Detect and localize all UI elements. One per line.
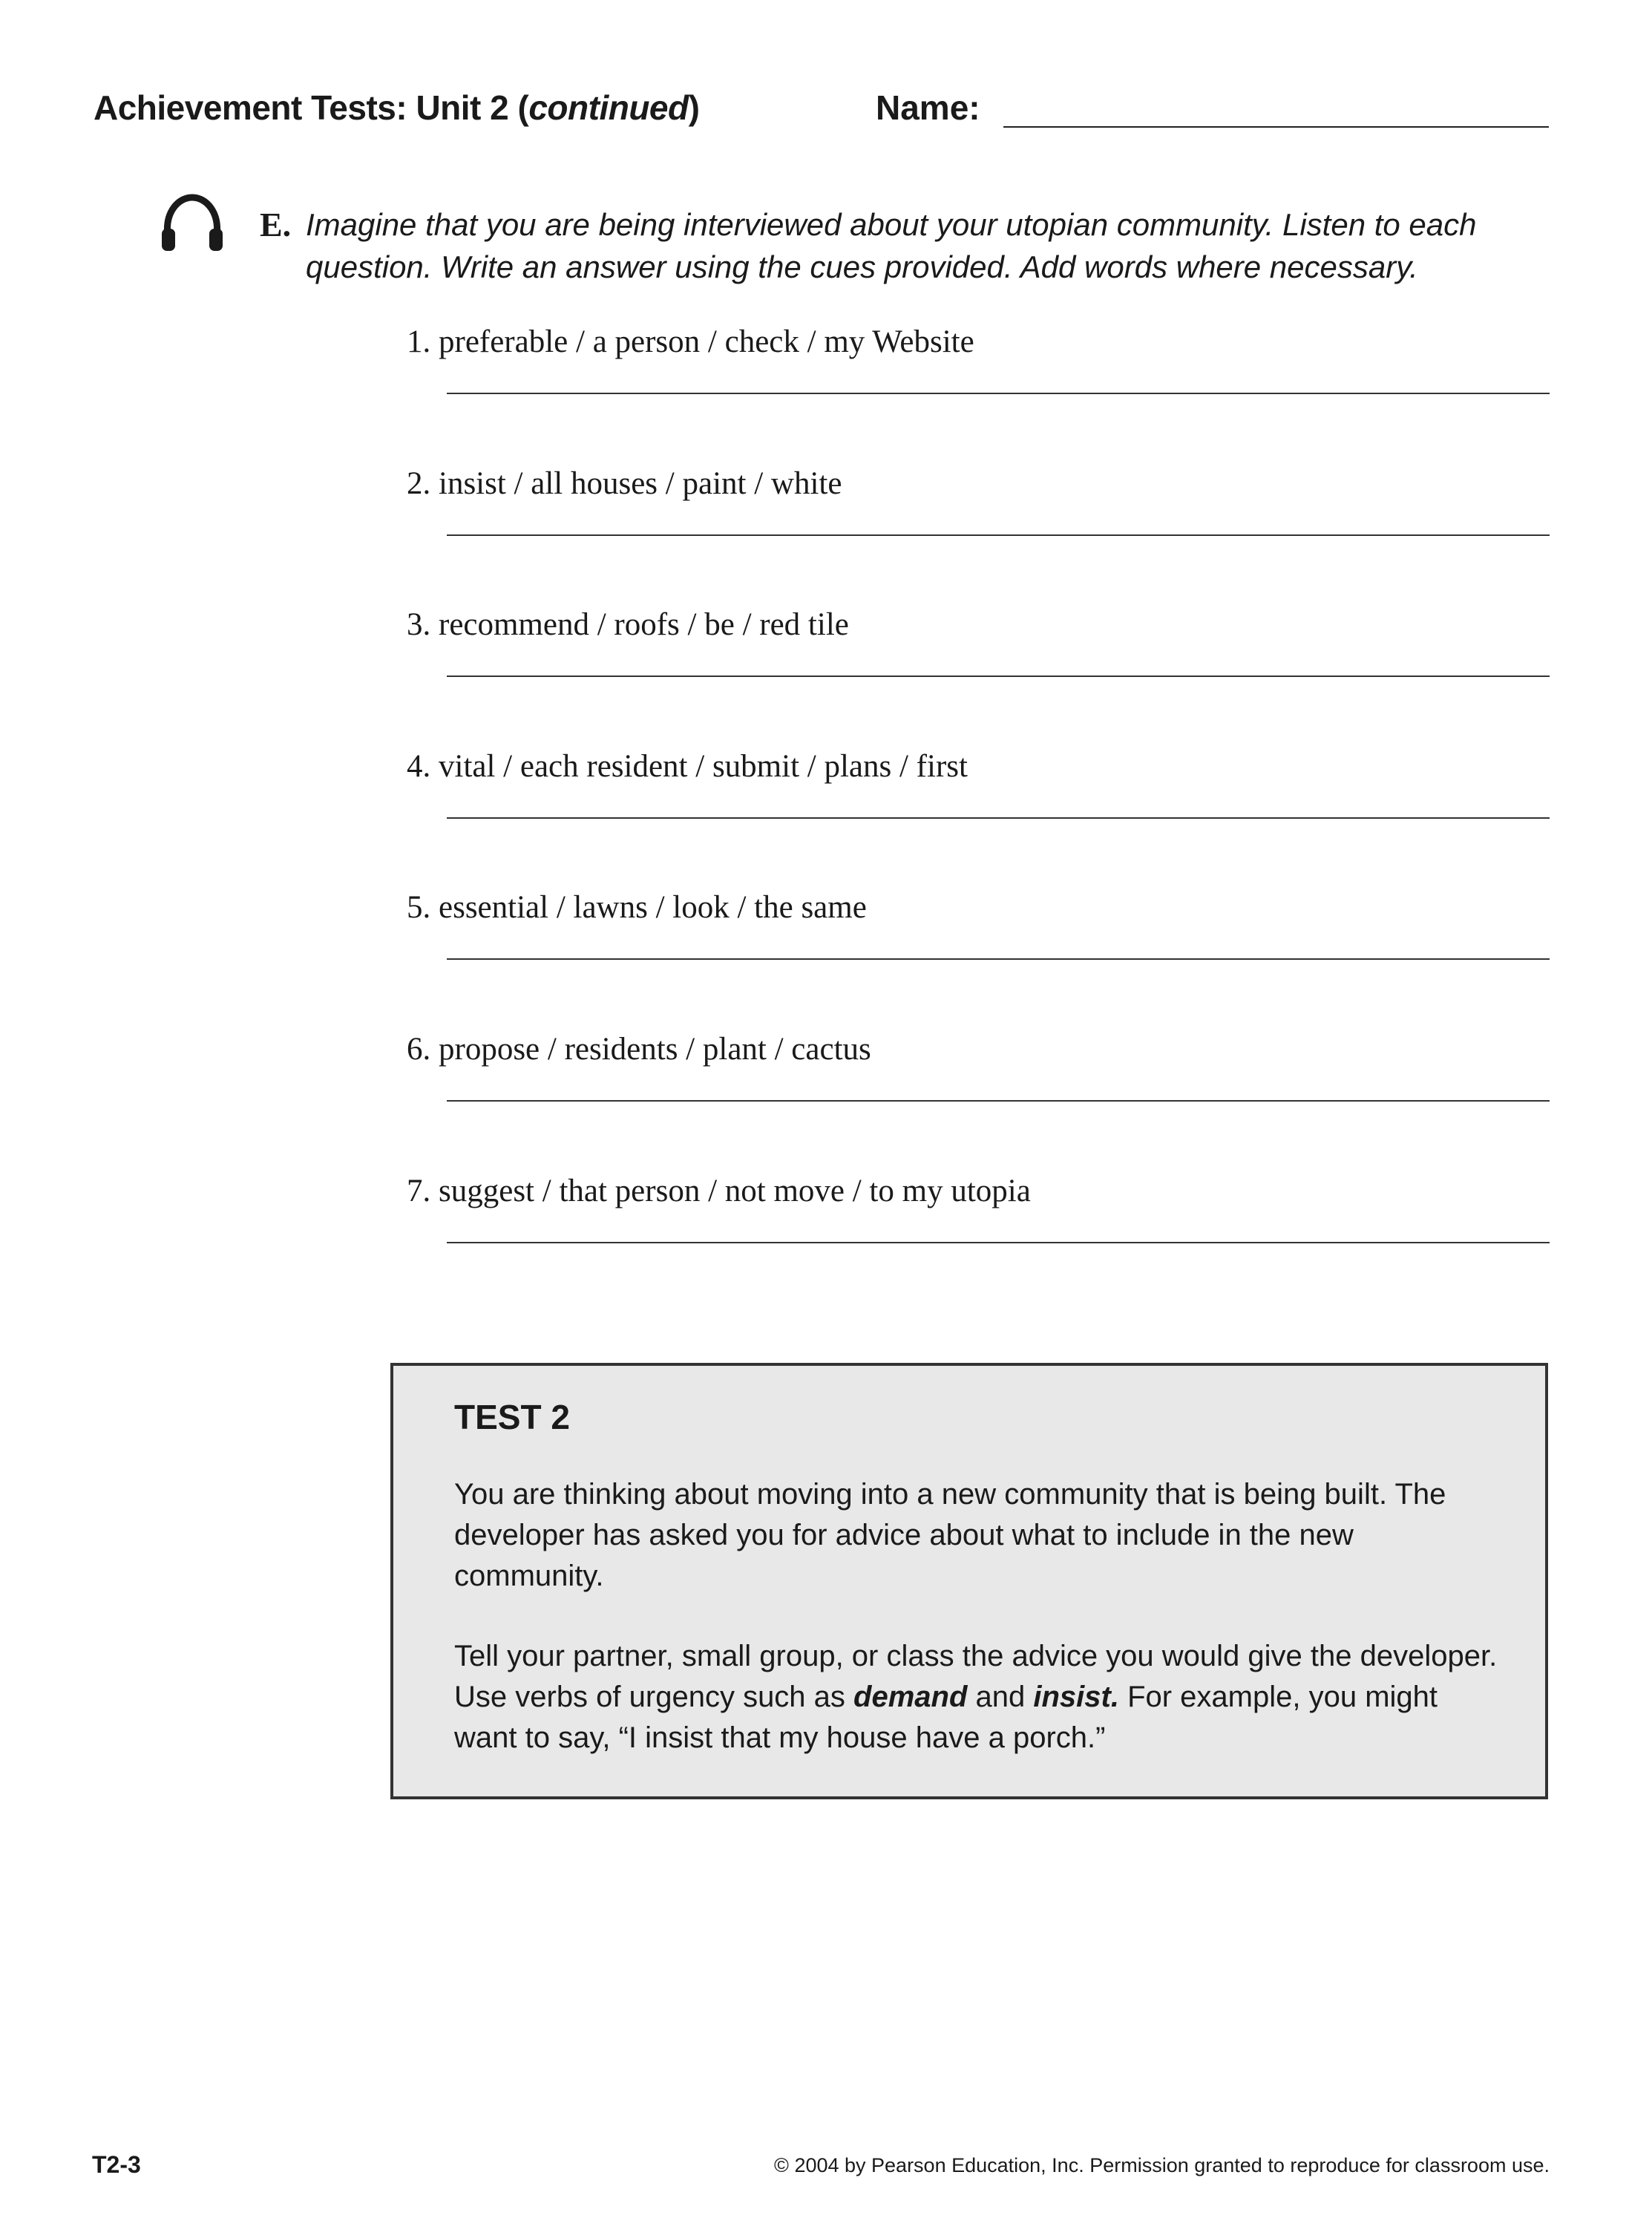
test-paragraph-2-part-2: and: [967, 1681, 1034, 1713]
headphones-icon: [159, 190, 226, 257]
test-heading: TEST 2: [454, 1398, 570, 1436]
item-prompt: [407, 1031, 871, 1067]
item-cues: insist / all houses / paint / white: [439, 466, 842, 501]
test-paragraph-1: You are thinking about moving into a new community that is being built. The developer has asked you for advice about what to include in the new community.: [454, 1478, 1446, 1592]
item-prompt: [407, 324, 974, 360]
name-label: Name:: [876, 88, 980, 127]
list-item: [407, 1173, 1550, 1262]
page-title-prefix: Achievement Tests: Unit 2 (: [94, 88, 529, 127]
test-paragraph-2-part-1: Tell your partner, small group, or class the advice you would give the developer. Use verbs of urgency such as: [454, 1640, 1498, 1713]
item-cues: propose / residents / plant / cactus: [439, 1032, 871, 1067]
keyword-demand: demand: [853, 1681, 968, 1713]
item-cues: suggest / that person / not move / to my utopia: [439, 1174, 1031, 1208]
keyword-insist: insist.: [1033, 1681, 1119, 1713]
item-prompt: [407, 606, 849, 643]
item-cues: recommend / roofs / be / red tile: [439, 607, 849, 642]
item-prompt: [407, 889, 867, 926]
item-number: 3.: [407, 607, 431, 642]
item-cues: vital / each resident / submit / plans / first: [439, 749, 968, 784]
list-item: [407, 465, 1550, 554]
list-item: [407, 606, 1550, 696]
item-number: 7.: [407, 1174, 431, 1208]
test-2-box: [390, 1363, 1548, 1799]
item-prompt: [407, 1173, 1031, 1209]
list-item: [407, 748, 1550, 837]
item-number: 2.: [407, 466, 431, 501]
answer-line[interactable]: [447, 817, 1550, 819]
section-instructions: Imagine that you are being interviewed about your utopian community. Listen to each question. Write an answer using the cues provided. Add words where necessary.: [306, 207, 1477, 284]
item-number: 1.: [407, 324, 431, 359]
list-item: [407, 324, 1550, 413]
answer-line[interactable]: [447, 1100, 1550, 1102]
item-number: 4.: [407, 749, 431, 784]
test-paragraph-2: [454, 1636, 1508, 1759]
page-title-continued: continued: [528, 88, 689, 127]
item-prompt: [407, 748, 968, 785]
item-number: 6.: [407, 1032, 431, 1067]
answer-line[interactable]: [447, 675, 1550, 677]
section-letter: E.: [260, 206, 292, 243]
copyright-notice: © 2004 by Pearson Education, Inc. Permission granted to reproduce for classroom use.: [774, 2154, 1550, 2176]
answer-line[interactable]: [447, 393, 1550, 394]
answer-line[interactable]: [447, 534, 1550, 536]
list-item: [407, 889, 1550, 978]
name-input-line[interactable]: [1003, 126, 1549, 128]
page-title-suffix: ): [688, 88, 700, 127]
item-number: 5.: [407, 890, 431, 925]
test-paragraph-2-part-3: For example, you might want to say, “I insist that my house have a porch.”: [454, 1681, 1438, 1754]
item-prompt: [407, 465, 842, 502]
page-number: T2-3: [92, 2151, 141, 2178]
list-item: [407, 1031, 1550, 1120]
answer-line[interactable]: [447, 958, 1550, 960]
item-cues: preferable / a person / check / my Website: [439, 324, 974, 359]
item-cues: essential / lawns / look / the same: [439, 890, 867, 925]
answer-line[interactable]: [447, 1242, 1550, 1243]
page-title: [94, 88, 699, 128]
